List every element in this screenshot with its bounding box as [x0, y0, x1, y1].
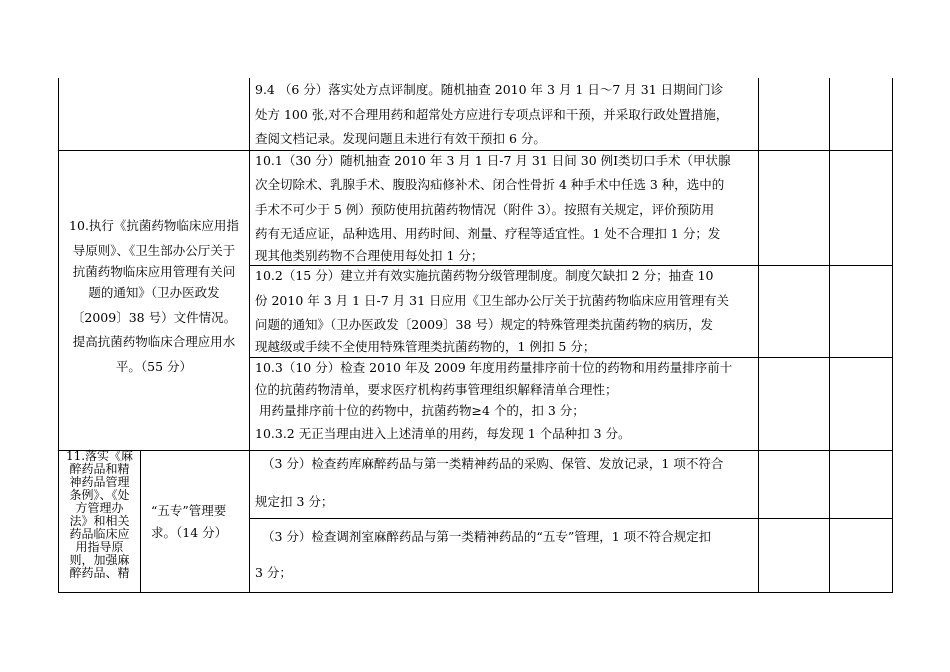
table-divider-score [758, 78, 759, 593]
section-11-label-line-2: 醉药品和精 [69, 462, 130, 476]
section-10-label-line-4: 题的通知》（卫办医政发 [88, 285, 220, 300]
section-10-label-line-1: 10.执行《抗菌药物临床应用指 [69, 218, 239, 233]
section-11-sub-line-1: “五专”管理要 [151, 503, 227, 518]
item-11-a-line-1: （3 分）检查药库麻醉药品与第一类精神药品的采购、保管、发放记录，1 项不符合 [262, 456, 724, 471]
item-10-3-line-3: 用药量排序前十位的药物中，抗菌药物≥4 个的，扣 3 分； [259, 403, 585, 418]
item-10-2-line-1: 10.2（15 分）建立并有效实施抗菌药物分级管理制度。制度欠缺扣 2 分；抽查 10 [255, 268, 714, 283]
item-10-1-line-2: 次全切除术、乳腺手术、腹股沟疝修补术、闭合性骨折 4 种手术中任选 3 种，选中的 [255, 177, 725, 192]
section-11-label-line-8: 用指导原 [75, 540, 124, 554]
item-10-1-line-1: 10.1（30 分）随机抽查 2010 年 3 月 1 日-7 月 31 日间 30 例Ⅰ类切口手术（甲状腺 [255, 153, 731, 168]
section-11-label-line-5: 方管理办 [75, 501, 124, 515]
table-border-bottom [58, 592, 893, 593]
item-10-3-line-1: 10.3（10 分）检查 2010 年及 2009 年度用药量排序前十位的药物和用药量排序前十 [255, 360, 733, 375]
row-divider-5 [249, 518, 893, 519]
section-11-sub-line-2: 求。（14 分） [151, 525, 228, 540]
item-10-2-line-3: 问题的通知》（卫办医政发〔2009〕38 号）规定的特殊管理类抗菌药物的病历，发 [255, 317, 713, 332]
item-10-3-line-4: 10.3.2 无正当理由进入上述清单的用药，每发现 1 个品种扣 3 分。 [255, 426, 631, 441]
item-10-1-line-3: 手术不可少于 5 例）预防使用抗菌药物情况（附件 3）。按照有关规定，评价预防用 [255, 202, 715, 217]
section-10-label-line-7: 平。（55 分） [115, 359, 193, 374]
section-10-label-line-5: 〔2009〕38 号）文件情况。 [71, 310, 237, 325]
table-divider-deduct [829, 78, 830, 593]
item-9-4-line-2: 处方 100 张,对不合理用药和超常处方应进行专项点评和干预，并采取行政处置措施， [255, 107, 729, 122]
section-11-label-line-6: 法》和相关 [69, 514, 130, 528]
item-11-b-line-1: （3 分）检查调剂室麻醉药品与第一类精神药品的“五专”管理，1 项不符合规定扣 [262, 529, 712, 544]
section-11-label-line-9: 则，加强麻 [69, 553, 130, 567]
item-10-1-line-4: 药有无适应证，品种选用、用药时间、剂量、疗程等适宜性。1 处不合理扣 1 分；发 [255, 226, 721, 241]
table-divider-content [249, 78, 250, 593]
section-11-label-line-7: 药品临床应 [69, 527, 130, 541]
item-10-3-line-2: 位的抗菌药物清单，要求医疗机构药事管理组织解释清单合理性； [255, 382, 618, 397]
section-10-label-line-2: 导原则》、《卫生部办公厅关于 [72, 243, 236, 258]
table-border-right [892, 78, 893, 593]
item-9-4-line-3: 查阅文档记录。发现问题且未进行有效干预扣 6 分。 [255, 131, 546, 146]
section-10-label-line-3: 抗菌药物临床应用管理有关问 [72, 264, 236, 279]
item-10-2-line-4: 现越级或手续不全使用特殊管理类抗菌药物的，1 例扣 5 分； [255, 339, 596, 354]
item-11-a-line-2: 规定扣 3 分； [255, 494, 334, 509]
item-10-2-line-2: 份 2010 年 3 月 1 日-7 月 31 日应用《卫生部办公厅关于抗菌药物临床应用管理有关 [255, 293, 730, 308]
item-9-4-line-1: 9.4 （6 分）落实处方点评制度。随机抽查 2010 年 3 月 1 日～7 月 31 日期间门诊 [255, 82, 724, 97]
section-11-label-line-10: 醉药品、精 [69, 566, 130, 580]
item-11-b-line-2: 3 分； [255, 565, 292, 580]
section-11-label-line-4: 条例》、《处 [69, 488, 130, 502]
table-divider-sub [140, 450, 141, 593]
section-10-label-line-6: 提高抗菌药物临床合理应用水 [72, 334, 236, 349]
section-11-label-line-3: 神药品管理 [69, 475, 130, 489]
section-11-label-line-1: 11.落实《麻 [65, 449, 134, 463]
item-10-1-line-5: 现其他类别药物不合理使用每处扣 1 分； [255, 248, 484, 263]
